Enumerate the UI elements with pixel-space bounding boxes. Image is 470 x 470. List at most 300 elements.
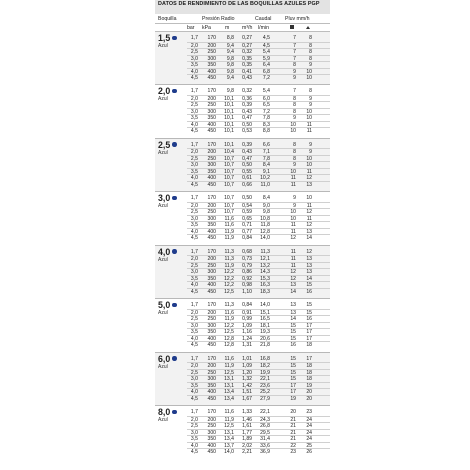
cell-kpa: 350 xyxy=(207,382,216,389)
cell-caudal-m3h: 0,68 xyxy=(242,248,252,255)
cell-pluv-square: 16 xyxy=(290,342,296,348)
cell-caudal-m3h: 0,86 xyxy=(242,269,252,275)
cell-caudal-lmin: 6,4 xyxy=(262,62,270,68)
cell-bar: 3,0 xyxy=(190,55,198,62)
cell-bar: 4,5 xyxy=(190,181,198,188)
cell-caudal-m3h: 0,35 xyxy=(242,55,252,62)
nozzle-group xyxy=(155,84,330,138)
header-radio: Radio xyxy=(221,16,235,22)
cell-bar: 2,5 xyxy=(190,262,198,269)
cell-caudal-m3h: 0,39 xyxy=(242,141,252,148)
cell-bar: 2,5 xyxy=(190,102,198,108)
cell-bar: 1,7 xyxy=(190,355,198,362)
cell-pluv-square: 22 xyxy=(290,442,296,449)
cell-caudal-m3h: 0,41 xyxy=(242,68,252,75)
cell-radio-m: 13,4 xyxy=(224,389,234,395)
cell-pluv-square: 8 xyxy=(293,149,296,155)
cell-pluv-square: 14 xyxy=(290,288,296,295)
cell-pluv-triangle: 10 xyxy=(306,68,312,75)
cell-kpa: 200 xyxy=(207,363,216,369)
cell-bar: 4,5 xyxy=(190,288,198,295)
nozzle-group xyxy=(155,138,330,192)
cell-radio-m: 8,8 xyxy=(226,35,234,41)
cell-radio-m: 13,4 xyxy=(224,436,234,442)
cell-kpa: 170 xyxy=(207,409,216,415)
cell-pluv-triangle: 10 xyxy=(306,162,312,168)
cell-kpa: 250 xyxy=(207,49,216,55)
cell-caudal-lmin: 5,4 xyxy=(262,49,270,55)
cell-bar: 4,5 xyxy=(190,342,198,348)
cell-caudal-m3h: 0,50 xyxy=(242,121,252,128)
cell-pluv-triangle: 9 xyxy=(309,95,312,102)
cell-bar: 3,5 xyxy=(190,436,198,442)
cell-radio-m: 12,5 xyxy=(224,423,234,429)
table-row xyxy=(187,448,330,456)
cell-caudal-m3h: 0,73 xyxy=(242,256,252,262)
cell-bar: 1,7 xyxy=(190,195,198,201)
unit-bar: bar xyxy=(187,25,195,31)
cell-bar: 4,5 xyxy=(190,75,198,81)
table-row xyxy=(187,234,330,242)
performance-table xyxy=(155,0,330,470)
nozzle-color-label: Azul xyxy=(158,96,168,102)
cell-kpa: 350 xyxy=(207,115,216,121)
cell-radio-m: 10,7 xyxy=(224,162,234,168)
cell-caudal-m3h: 1,16 xyxy=(242,329,252,335)
cell-bar: 2,5 xyxy=(190,316,198,322)
cell-kpa: 170 xyxy=(207,35,216,41)
cell-caudal-lmin: 6,6 xyxy=(262,141,270,148)
cell-caudal-m3h: 1,67 xyxy=(242,395,252,402)
cell-caudal-m3h: 0,77 xyxy=(242,228,252,235)
cell-pluv-square: 19 xyxy=(290,395,296,402)
cell-radio-m: 11,6 xyxy=(224,309,234,316)
blue-dot-icon xyxy=(172,196,177,201)
cell-pluv-square: 11 xyxy=(290,228,296,235)
table-row xyxy=(187,341,330,349)
cell-bar: 2,5 xyxy=(190,209,198,215)
cell-radio-m: 9,4 xyxy=(226,42,234,49)
cell-kpa: 400 xyxy=(207,68,216,75)
nozzle-group xyxy=(155,298,330,352)
cell-pluv-triangle: 11 xyxy=(306,168,312,175)
cell-radio-m: 10,7 xyxy=(224,175,234,181)
cell-kpa: 450 xyxy=(207,235,216,241)
cell-caudal-m3h: 2,21 xyxy=(242,449,252,455)
cell-radio-m: 13,1 xyxy=(224,382,234,389)
cell-caudal-m3h: 0,99 xyxy=(242,316,252,322)
cell-kpa: 300 xyxy=(207,429,216,436)
cell-bar: 3,5 xyxy=(190,329,198,335)
cell-radio-m: 11,6 xyxy=(224,409,234,415)
cell-kpa: 200 xyxy=(207,416,216,423)
cell-pluv-triangle: 12 xyxy=(306,175,312,181)
cell-caudal-m3h: 1,77 xyxy=(242,429,252,436)
cell-pluv-triangle: 24 xyxy=(306,429,312,436)
cell-pluv-triangle: 11 xyxy=(306,121,312,128)
cell-pluv-triangle: 17 xyxy=(306,335,312,342)
cell-pluv-triangle: 15 xyxy=(306,282,312,288)
cell-pluv-square: 14 xyxy=(290,316,296,322)
cell-pluv-triangle: 24 xyxy=(306,436,312,442)
cell-bar: 2,0 xyxy=(190,256,198,262)
cell-caudal-lmin: 18,2 xyxy=(260,363,270,369)
cell-caudal-m3h: 1,46 xyxy=(242,416,252,423)
cell-caudal-lmin: 8,3 xyxy=(262,121,270,128)
cell-bar: 2,5 xyxy=(190,369,198,376)
cell-pluv-triangle: 13 xyxy=(306,181,312,188)
cell-pluv-triangle: 11 xyxy=(306,202,312,209)
cell-caudal-m3h: 0,91 xyxy=(242,309,252,316)
cell-pluv-triangle: 15 xyxy=(306,302,312,308)
nozzle-group xyxy=(155,191,330,245)
cell-bar: 4,5 xyxy=(190,128,198,134)
cell-caudal-m3h: 0,39 xyxy=(242,102,252,108)
cell-bar: 2,5 xyxy=(190,155,198,162)
cell-radio-m: 9,4 xyxy=(226,49,234,55)
cell-caudal-m3h: 0,66 xyxy=(242,181,252,188)
cell-caudal-m3h: 1,09 xyxy=(242,363,252,369)
nozzle-group xyxy=(155,352,330,406)
cell-pluv-triangle: 17 xyxy=(306,355,312,362)
blue-dot-icon xyxy=(172,249,177,254)
cell-caudal-lmin: 18,3 xyxy=(260,288,270,295)
cell-caudal-m3h: 0,59 xyxy=(242,209,252,215)
cell-pluv-square: 15 xyxy=(290,376,296,382)
cell-radio-m: 13,1 xyxy=(224,376,234,382)
unit-kpa: kPa xyxy=(202,25,211,31)
cell-pluv-triangle: 13 xyxy=(306,262,312,269)
cell-caudal-lmin: 14,3 xyxy=(260,269,270,275)
cell-caudal-m3h: 0,50 xyxy=(242,195,252,201)
cell-kpa: 400 xyxy=(207,389,216,395)
cell-caudal-m3h: 0,53 xyxy=(242,128,252,134)
nozzle-color-label: Azul xyxy=(158,256,168,263)
cell-bar: 3,5 xyxy=(190,115,198,121)
cell-caudal-lmin: 4,5 xyxy=(262,42,270,49)
nozzle-color-label: Azul xyxy=(158,363,168,370)
cell-pluv-square: 8 xyxy=(293,102,296,108)
cell-caudal-m3h: 0,43 xyxy=(242,75,252,81)
cell-caudal-lmin: 8,8 xyxy=(262,128,270,134)
cell-radio-m: 10,7 xyxy=(224,209,234,215)
cell-caudal-lmin: 9,0 xyxy=(262,202,270,209)
cell-pluv-square: 11 xyxy=(290,222,296,228)
cell-caudal-lmin: 14,0 xyxy=(260,302,270,308)
cell-kpa: 170 xyxy=(207,141,216,148)
cell-caudal-lmin: 10,2 xyxy=(260,175,270,181)
cell-pluv-square: 21 xyxy=(290,423,296,429)
cell-kpa: 250 xyxy=(207,316,216,322)
cell-caudal-m3h: 0,32 xyxy=(242,49,252,55)
cell-pluv-square: 11 xyxy=(290,262,296,269)
cell-caudal-lmin: 23,6 xyxy=(260,382,270,389)
cell-caudal-lmin: 5,9 xyxy=(262,55,270,62)
cell-caudal-lmin: 18,1 xyxy=(260,322,270,329)
cell-caudal-lmin: 11,3 xyxy=(260,248,270,255)
cell-caudal-m3h: 0,32 xyxy=(242,88,252,94)
cell-pluv-square: 15 xyxy=(290,363,296,369)
cell-bar: 2,0 xyxy=(190,202,198,209)
nozzle-group xyxy=(155,245,330,299)
cell-caudal-m3h: 0,36 xyxy=(242,95,252,102)
cell-caudal-m3h: 0,65 xyxy=(242,215,252,222)
table-row xyxy=(187,127,330,135)
cell-kpa: 200 xyxy=(207,202,216,209)
cell-kpa: 250 xyxy=(207,262,216,269)
cell-caudal-lmin: 12,8 xyxy=(260,228,270,235)
cell-pluv-square: 7 xyxy=(293,88,296,94)
cell-pluv-triangle: 13 xyxy=(306,256,312,262)
cell-kpa: 400 xyxy=(207,175,216,181)
cell-kpa: 450 xyxy=(207,395,216,402)
cell-radio-m: 11,9 xyxy=(224,228,234,235)
cell-caudal-lmin: 15,3 xyxy=(260,275,270,282)
nozzle-label xyxy=(158,247,177,263)
cell-radio-m: 11,9 xyxy=(224,262,234,269)
cell-pluv-triangle: 8 xyxy=(309,88,312,94)
cell-bar: 1,7 xyxy=(190,248,198,255)
cell-pluv-square: 17 xyxy=(290,389,296,395)
cell-kpa: 200 xyxy=(207,256,216,262)
cell-pluv-square: 7 xyxy=(293,55,296,62)
cell-caudal-m3h: 0,50 xyxy=(242,162,252,168)
cell-kpa: 300 xyxy=(207,108,216,115)
cell-pluv-square: 23 xyxy=(290,449,296,455)
cell-radio-m: 10,7 xyxy=(224,155,234,162)
cell-bar: 2,0 xyxy=(190,149,198,155)
cell-kpa: 450 xyxy=(207,342,216,348)
cell-pluv-square: 11 xyxy=(290,248,296,255)
table-title: DATOS DE RENDIMIENTO DE LAS BOQUILLAS AZULES PGP xyxy=(155,0,330,14)
cell-caudal-lmin: 24,3 xyxy=(260,416,270,423)
cell-caudal-m3h: 1,42 xyxy=(242,382,252,389)
cell-radio-m: 11,3 xyxy=(224,248,234,255)
cell-bar: 3,5 xyxy=(190,168,198,175)
cell-pluv-triangle: 12 xyxy=(306,248,312,255)
cell-pluv-square: 13 xyxy=(290,282,296,288)
cell-caudal-lmin: 19,9 xyxy=(260,369,270,376)
cell-radio-m: 9,8 xyxy=(226,68,234,75)
cell-kpa: 400 xyxy=(207,282,216,288)
cell-pluv-square: 12 xyxy=(290,269,296,275)
cell-pluv-square: 11 xyxy=(290,181,296,188)
cell-caudal-lmin: 5,4 xyxy=(262,88,270,94)
cell-pluv-triangle: 8 xyxy=(309,35,312,41)
cell-kpa: 300 xyxy=(207,376,216,382)
cell-pluv-square: 9 xyxy=(293,202,296,209)
cell-caudal-m3h: 0,54 xyxy=(242,202,252,209)
nozzle-groups xyxy=(155,32,330,459)
cell-caudal-lmin: 25,2 xyxy=(260,389,270,395)
nozzle-label xyxy=(158,407,177,423)
cell-pluv-triangle: 8 xyxy=(309,49,312,55)
cell-bar: 4,0 xyxy=(190,68,198,75)
cell-radio-m: 10,7 xyxy=(224,202,234,209)
cell-pluv-triangle: 18 xyxy=(306,342,312,348)
cell-bar: 2,0 xyxy=(190,416,198,423)
cell-radio-m: 11,3 xyxy=(224,256,234,262)
cell-pluv-triangle: 9 xyxy=(309,102,312,108)
cell-caudal-lmin: 26,8 xyxy=(260,423,270,429)
cell-bar: 4,5 xyxy=(190,395,198,402)
cell-pluv-square: 9 xyxy=(293,195,296,201)
cell-kpa: 250 xyxy=(207,155,216,162)
cell-caudal-lmin: 7,8 xyxy=(262,115,270,121)
cell-kpa: 170 xyxy=(207,248,216,255)
cell-bar: 4,0 xyxy=(190,175,198,181)
unit-m3h: m³/h xyxy=(242,25,253,31)
cell-radio-m: 12,5 xyxy=(224,288,234,295)
cell-pluv-triangle: 14 xyxy=(306,235,312,241)
cell-bar: 3,5 xyxy=(190,382,198,389)
cell-pluv-square: 15 xyxy=(290,322,296,329)
nozzle-group xyxy=(155,405,330,459)
cell-bar: 3,0 xyxy=(190,108,198,115)
nozzle-color-label: Azul xyxy=(158,310,168,316)
cell-caudal-m3h: 0,55 xyxy=(242,168,252,175)
cell-radio-m: 12,5 xyxy=(224,369,234,376)
cell-caudal-lmin: 13,2 xyxy=(260,262,270,269)
cell-caudal-m3h: 0,35 xyxy=(242,62,252,68)
cell-radio-m: 12,5 xyxy=(224,329,234,335)
cell-radio-m: 11,6 xyxy=(224,355,234,362)
cell-pluv-square: 8 xyxy=(293,141,296,148)
cell-pluv-triangle: 18 xyxy=(306,363,312,369)
cell-radio-m: 12,2 xyxy=(224,282,234,288)
cell-pluv-square: 7 xyxy=(293,49,296,55)
cell-caudal-lmin: 4,5 xyxy=(262,35,270,41)
cell-radio-m: 12,8 xyxy=(224,335,234,342)
cell-caudal-m3h: 0,71 xyxy=(242,222,252,228)
cell-pluv-square: 10 xyxy=(290,128,296,134)
cell-caudal-m3h: 1,32 xyxy=(242,376,252,382)
cell-caudal-lmin: 16,3 xyxy=(260,282,270,288)
cell-bar: 2,5 xyxy=(190,423,198,429)
cell-radio-m: 9,8 xyxy=(226,62,234,68)
cell-pluv-triangle: 23 xyxy=(306,409,312,415)
cell-caudal-lmin: 22,1 xyxy=(260,376,270,382)
cell-pluv-square: 11 xyxy=(290,256,296,262)
cell-bar: 4,0 xyxy=(190,389,198,395)
nozzle-label xyxy=(158,193,177,209)
cell-pluv-triangle: 8 xyxy=(309,42,312,49)
blue-dot-icon xyxy=(172,410,177,415)
cell-bar: 3,0 xyxy=(190,215,198,222)
cell-pluv-square: 15 xyxy=(290,329,296,335)
cell-bar: 3,0 xyxy=(190,429,198,436)
cell-pluv-triangle: 10 xyxy=(306,155,312,162)
cell-bar: 4,5 xyxy=(190,235,198,241)
cell-kpa: 450 xyxy=(207,75,216,81)
cell-caudal-lmin: 20,6 xyxy=(260,335,270,342)
cell-radio-m: 11,9 xyxy=(224,235,234,241)
cell-caudal-m3h: 0,98 xyxy=(242,282,252,288)
cell-pluv-triangle: 18 xyxy=(306,369,312,376)
cell-bar: 1,7 xyxy=(190,141,198,148)
cell-caudal-m3h: 0,61 xyxy=(242,175,252,181)
cell-caudal-lmin: 6,0 xyxy=(262,95,270,102)
cell-caudal-lmin: 7,2 xyxy=(262,108,270,115)
cell-kpa: 300 xyxy=(207,162,216,168)
cell-bar: 3,0 xyxy=(190,376,198,382)
cell-radio-m: 9,8 xyxy=(226,88,234,94)
cell-pluv-square: 21 xyxy=(290,429,296,436)
nozzle-color-label: Azul xyxy=(158,417,168,423)
cell-caudal-lmin: 29,5 xyxy=(260,429,270,436)
cell-radio-m: 10,7 xyxy=(224,181,234,188)
cell-bar: 1,7 xyxy=(190,409,198,415)
cell-caudal-m3h: 0,43 xyxy=(242,149,252,155)
cell-caudal-lmin: 12,1 xyxy=(260,256,270,262)
cell-radio-m: 10,1 xyxy=(224,141,234,148)
cell-bar: 4,5 xyxy=(190,449,198,455)
cell-pluv-triangle: 10 xyxy=(306,115,312,121)
cell-kpa: 200 xyxy=(207,42,216,49)
cell-caudal-m3h: 0,43 xyxy=(242,108,252,115)
cell-kpa: 170 xyxy=(207,88,216,94)
cell-radio-m: 9,8 xyxy=(226,55,234,62)
cell-caudal-lmin: 16,5 xyxy=(260,316,270,322)
blue-dot-icon xyxy=(172,89,177,94)
cell-pluv-triangle: 20 xyxy=(306,389,312,395)
cell-kpa: 350 xyxy=(207,275,216,282)
cell-caudal-m3h: 0,92 xyxy=(242,275,252,282)
cell-caudal-m3h: 1,61 xyxy=(242,423,252,429)
blue-dot-icon xyxy=(172,356,177,361)
cell-kpa: 200 xyxy=(207,149,216,155)
cell-caudal-m3h: 1,89 xyxy=(242,436,252,442)
nozzle-label xyxy=(158,86,177,102)
cell-pluv-triangle: 13 xyxy=(306,228,312,235)
cell-caudal-lmin: 7,8 xyxy=(262,155,270,162)
cell-radio-m: 10,7 xyxy=(224,168,234,175)
cell-kpa: 170 xyxy=(207,302,216,308)
cell-caudal-m3h: 2,02 xyxy=(242,442,252,449)
nozzle-size: 5,0 xyxy=(158,300,171,310)
cell-bar: 4,0 xyxy=(190,335,198,342)
cell-radio-m: 10,4 xyxy=(224,149,234,155)
cell-caudal-lmin: 6,8 xyxy=(262,68,270,75)
cell-radio-m: 13,7 xyxy=(224,442,234,449)
cell-caudal-lmin: 22,1 xyxy=(260,409,270,415)
cell-kpa: 350 xyxy=(207,62,216,68)
cell-kpa: 300 xyxy=(207,269,216,275)
cell-pluv-triangle: 8 xyxy=(309,55,312,62)
cell-pluv-square: 10 xyxy=(290,215,296,222)
blue-dot-icon xyxy=(172,303,177,308)
nozzle-label xyxy=(158,300,177,316)
cell-radio-m: 12,2 xyxy=(224,269,234,275)
cell-radio-m: 10,1 xyxy=(224,121,234,128)
nozzle-label xyxy=(158,140,177,156)
nozzle-color-label: Azul xyxy=(158,149,168,156)
cell-pluv-triangle: 17 xyxy=(306,322,312,329)
cell-pluv-triangle: 9 xyxy=(309,141,312,148)
cell-pluv-square: 10 xyxy=(290,121,296,128)
cell-pluv-square: 20 xyxy=(290,409,296,415)
cell-bar: 1,7 xyxy=(190,35,198,41)
cell-caudal-m3h: 0,84 xyxy=(242,302,252,308)
triangle-icon xyxy=(306,25,310,31)
cell-caudal-m3h: 0,27 xyxy=(242,42,252,49)
nozzle-size: 3,0 xyxy=(158,193,171,203)
cell-bar: 2,0 xyxy=(190,95,198,102)
cell-pluv-triangle: 11 xyxy=(306,128,312,134)
cell-pluv-triangle: 12 xyxy=(306,209,312,215)
cell-pluv-square: 8 xyxy=(293,95,296,102)
cell-kpa: 350 xyxy=(207,222,216,228)
